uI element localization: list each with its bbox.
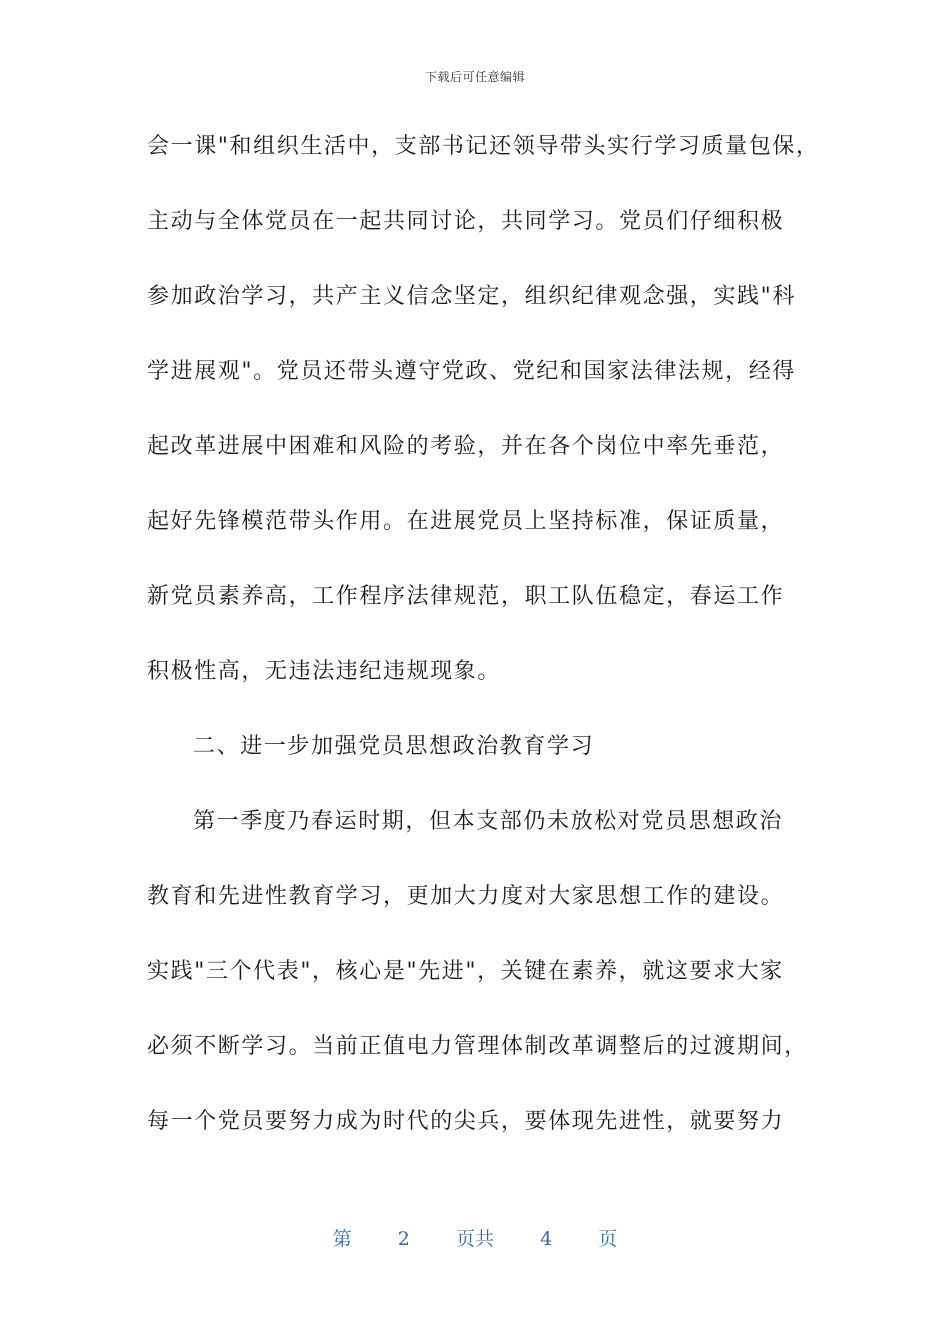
text-line: 起好先锋模范带头作用。在进展党员上坚持标准，保证质量，	[147, 509, 785, 534]
page-label-suffix: 页	[598, 1228, 618, 1250]
text-line: 主动与全体党员在一起共同讨论，共同学习。党员们仔细积极	[147, 209, 785, 234]
page-footer	[0, 1224, 950, 1251]
text-line: 积极性高，无违法违纪违规现象。	[147, 659, 502, 684]
page-label-prefix: 第	[332, 1228, 352, 1250]
text-line: 起改革进展中困难和风险的考验，并在各个岗位中率先垂范，	[147, 434, 785, 459]
text-line: 新党员素养高，工作程序法律规范，职工队伍稳定，春运工作	[147, 584, 785, 609]
total-pages: 4	[540, 1228, 553, 1250]
section-heading: 二、进一步加强党员思想政治教育学习	[193, 734, 595, 759]
header-note: 下载后可任意编辑	[424, 70, 525, 84]
text-line: 教育和先进性教育学习，更加大力度对大家思想工作的建设。	[147, 884, 785, 909]
document-body	[147, 124, 820, 1174]
text-line: 会一课"和组织生活中，支部书记还领导带头实行学习质量包保，	[147, 134, 820, 159]
text-line: 实践"三个代表"，核心是"先进"，关键在素养，就这要求大家	[147, 959, 784, 984]
text-line: 每一个党员要努力成为时代的尖兵，要体现先进性，就要努力	[147, 1109, 785, 1134]
text-line: 参加政治学习，共产主义信念坚定，组织纪律观念强，实践"科	[147, 284, 796, 309]
text-line: 必须不断学习。当前正值电力管理体制改革调整后的过渡期间，	[147, 1034, 808, 1059]
text-line: 第一季度乃春运时期，但本支部仍未放松对党员思想政治	[193, 809, 784, 834]
text-line: 学进展观"。党员还带头遵守党政、党纪和国家法律法规，经得	[147, 359, 796, 384]
page-label-mid: 页共	[455, 1228, 494, 1250]
page-number: 2	[397, 1228, 410, 1250]
